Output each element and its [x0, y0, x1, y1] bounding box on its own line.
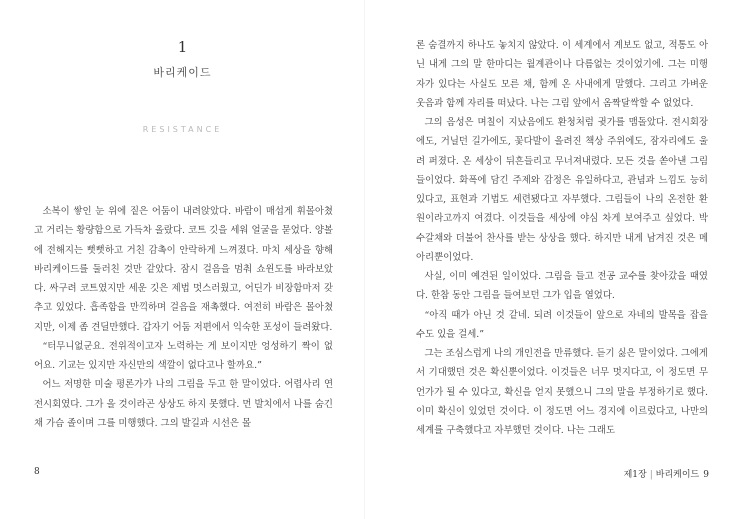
left-body-text: [34, 202, 333, 433]
right-body-text: [416, 36, 708, 440]
chapter-title: 바리케이드: [153, 66, 212, 79]
chapter-subtitle: RESISTANCE: [142, 125, 223, 134]
paragraph: “터무니없군요. 전위적이고자 노력하는 게 보이지만 엉성하기 짝이 없어요. 기교는 있지만 자신만의 색깔이 없다고나 할까요.”: [34, 340, 333, 371]
page-number-left: 8: [34, 467, 40, 477]
paragraph: 그의 음성은 며칠이 지났음에도 환청처럼 귓가를 맴돌았다. 전시회장에도, 거닐던 길가에도, 꽃다발이 올려진 책상 주위에도, 잠자리에도 울려 퍼졌다. 온 세상이 뒤흔들리고 무너져내렸다. 모든 것을 쏟아낸 그림들이었다. 화폭에 담긴 주제와 감정은 유일하다고, 관념과 느낌도 능히 있다고, 표현과 기법도 세련됐다고 자부했다. 그림들이 나의 온전한 환원이라고까지 여겼다. 이것들을 세상에 야심 차게 보여주고 싶었다. 박수갈채와 더불어 찬사를 받는 상상을 했다. 하지만 내게 남겨진 것은 메아리뿐이었다.: [416, 117, 708, 263]
paragraph: 론 숨결까지 하나도 놓치지 않았다. 이 세계에서 계보도 없고, 적통도 아닌 내게 그의 말 한마디는 월계관이나 다름없는 것이었기에. 그는 미행자가 있다는 사실도 모른 채, 함께 온 사내에게 말했다. 그리고 가벼운 웃음과 함께 자리를 떠났다. 나는 그림 앞에서 옴짝달싹할 수 없었다.: [416, 40, 708, 109]
paragraph: 어느 저명한 미술 평론가가 나의 그림을 두고 한 말이었다. 어렵사리 연 전시회였다. 그가 올 것이라곤 상상도 하지 못했다. 먼 발치에서 나를 숨긴 채 가슴 졸이며 그를 미행했다. 그의 발길과 시선은 몰: [34, 379, 333, 429]
paragraph: 소복이 쌓인 눈 위에 짙은 어둠이 내려앉았다. 바람이 매섭게 휘몰아쳤고 거리는 황량함으로 가득차 올랐다. 코트 깃을 세워 얼굴을 묻었다. 양볼에 전해지는 뻣뻣하고 거친 감촉이 안락하게 느껴졌다. 마치 세상을 향해 바리케이드를 둘러친 것만 같았다. 잠시 걸음을 멈춰 쇼윈도를 바라보았다. 싸구려 코트였지만 세운 깃은 제법 멋스러웠고, 어딘가 비장함마저 갖추고 있었다. 흡족함을 만끽하며 걸음을 재촉했다. 여전히 바람은 몰아쳤지만, 이제 좀 견딜만했다. 갑자기 어둠 저편에서 익숙한 포성이 들려왔다.: [34, 206, 333, 333]
footer-chapter-label: 제1장: [623, 470, 647, 480]
footer-chapter-title: 바리케이드: [655, 470, 700, 480]
footer-separator: |: [649, 470, 653, 480]
right-page: [365, 0, 730, 519]
paragraph: “아직 때가 아닌 것 같네. 되려 이것들이 앞으로 자네의 발목을 잡을 수도 있을 걸세.”: [416, 309, 708, 340]
paragraph: 사실, 이미 예견된 일이었다. 그림을 들고 전공 교수를 찾아갔을 때였다. 한참 동안 그림을 들여보던 그가 입을 열었다.: [416, 271, 708, 302]
running-footer-right: [624, 467, 709, 480]
chapter-number: 1: [177, 38, 188, 56]
paragraph: 그는 조심스럽게 나의 개인전을 만류했다. 듣기 싫은 말이었다. 그에게서 기대했던 것은 확신뿐이었다. 이것들은 너무 멋지다고, 이 정도면 무언가가 될 수 있다고, 확신을 얻지 못했으니 그의 말을 부정하기로 했다. 이미 확신이 있었던 것이다. 이 정도면 어느 경지에 이르렀다고, 나만의 세계를 구축했다고 자부했던 것이다. 나는 그래도: [416, 348, 708, 436]
page-number-right: 9: [703, 470, 709, 480]
